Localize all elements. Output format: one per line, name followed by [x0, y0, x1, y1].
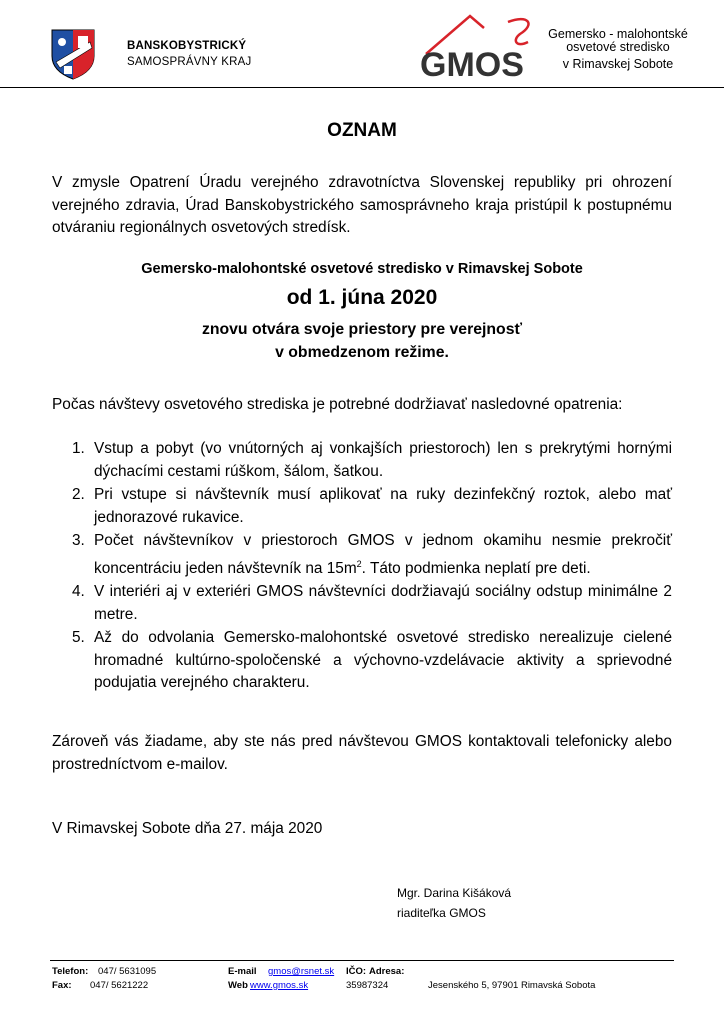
gmos-full-name [543, 28, 693, 71]
list-item [52, 484, 672, 529]
list-item-number: 5. [72, 629, 85, 647]
gmos-name-line2: osvetové stredisko [566, 40, 670, 54]
list-item [52, 438, 672, 483]
footer-web-link[interactable]: www.gmos.sk [250, 980, 309, 991]
footer-tel-value: 047/ 5631095 [98, 966, 157, 977]
announcement-date: od 1. júna 2020 [286, 286, 438, 309]
signatory-role: riaditeľka GMOS [397, 906, 486, 920]
announcement-text [0, 318, 724, 364]
list-item-number: 4. [72, 583, 85, 601]
list-item-text-after: . Táto podmienka neplatí pre deti. [361, 559, 591, 577]
footer-web-label: Web [228, 980, 248, 991]
list-item-number: 3. [72, 532, 85, 549]
list-item [52, 530, 672, 580]
footer-email-label: E-mail [228, 966, 257, 977]
gmos-name-line1: Gemersko - malohontské [548, 27, 688, 41]
footer-email-link[interactable]: gmos@rsnet.sk [268, 966, 335, 977]
footer-tel-label: Telefon: [52, 966, 89, 977]
list-item [52, 581, 672, 626]
footer-fax-value: 047/ 5621222 [90, 980, 149, 991]
announcement-org: Gemersko-malohontské osvetové stredisko v Rimavskej Sobote [141, 261, 583, 277]
announcement-line4: v obmedzenom režime. [275, 344, 449, 361]
list-item-number: 2. [72, 486, 85, 503]
superscript: 2 [356, 558, 362, 569]
list-item-text: Až do odvolania Gemersko-malohontské osvetové stredisko nerealizuje cielené hromadné kultúrno-spoločenské a výchovno-vzdelávacie aktivity a sprievodné podujatia verejného charakteru. [94, 629, 672, 692]
place-date: V Rimavskej Sobote dňa 27. mája 2020 [52, 820, 323, 837]
signatory-name: Mgr. Darina Kišáková [397, 886, 512, 900]
list-item-number: 1. [72, 440, 85, 457]
contact-request: Zároveň vás žiadame, aby ste nás pred návštevou GMOS kontaktovali telefonicky alebo prostredníctvom e-mailov. [52, 733, 672, 773]
region-name-line2: SAMOSPRÁVNY KRAJ [127, 56, 252, 68]
announcement-line3: znovu otvára svoje priestory pre verejnosť [201, 321, 523, 338]
intro-paragraph: V zmysle Opatrení Úradu verejného zdravotníctva Slovenskej republiky pri ohrození verejného zdravia, Úrad Banskobystrického samosprávneho kraja pristúpil k postupnému otváraniu regionálnych osvetových stredísk. [52, 174, 672, 236]
list-item-text: Pri vstupe si návštevník musí aplikovať na ruky dezinfekčný roztok, alebo mať jednorazové rukavice. [94, 486, 672, 526]
measures-intro: Počas návštevy osvetového strediska je potrebné dodržiavať nasledovné opatrenia: [52, 396, 623, 413]
list-item-text: Počet návštevníkov v priestoroch GMOS v jednom okamihu nesmie prekročiť koncentráciu jeden návštevník na 15m [94, 532, 672, 577]
header-divider [0, 87, 724, 88]
footer-ico-label: IČO: [346, 966, 367, 977]
footer-address-value: Jesenského 5, 97901 Rimavská Sobota [428, 980, 596, 991]
footer-fax-label: Fax: [52, 980, 72, 991]
gmos-name-line3: v Rimavskej Sobote [562, 57, 674, 71]
footer-address-label: Adresa: [369, 966, 405, 977]
region-name-line1: BANSKOBYSTRICKÝ [127, 40, 247, 52]
measures-list [52, 438, 672, 696]
list-item-text: V interiéri aj v exteriéri GMOS návštevníci dodržiavajú sociálny odstup minimálne 2 metre. [94, 583, 672, 623]
document-title: OZNAM [327, 120, 397, 141]
footer-ico-value: 35987324 [346, 980, 389, 991]
list-item [52, 627, 672, 695]
gmos-logo-icon [418, 12, 548, 82]
list-item-text: Vstup a pobyt (vo vnútorných aj vonkajších priestoroch) len s prekrytými hornými dýchacími cestami rúškom, šálom, šatkou. [94, 440, 672, 480]
gmos-logo-text: GMOS [420, 46, 524, 82]
footer-divider [50, 960, 674, 961]
coat-of-arms-icon [50, 28, 96, 80]
